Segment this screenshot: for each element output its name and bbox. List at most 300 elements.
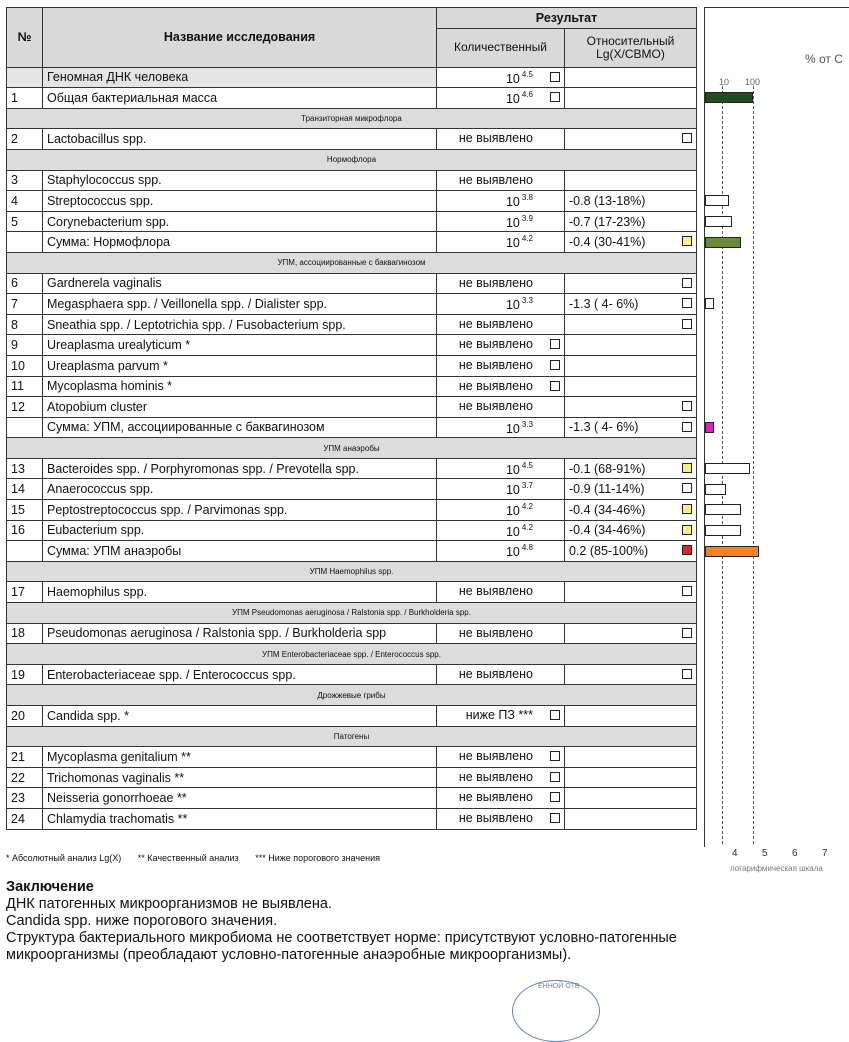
relative-value: -1.3 ( 4- 6%) [569,296,639,311]
table-row [7,458,697,479]
row-relative [565,767,697,788]
row-name: Ureaplasma urealyticum * [43,335,437,356]
chart-bar [705,463,750,474]
table-row [7,376,697,397]
col-rel-header [565,28,697,67]
quant-value [437,543,533,559]
row-name: Общая бактериальная масса [43,88,437,109]
footnote-3: *** Ниже порогового значения [255,853,380,863]
row-quant [437,294,565,315]
relative-value: -0.4 (34-46%) [569,502,646,517]
section-label: Патогены [7,726,697,747]
table-row [7,67,697,88]
row-number: 11 [7,376,43,397]
row-number: 1 [7,88,43,109]
row-number: 13 [7,458,43,479]
row-relative [565,520,697,541]
table-row [7,500,697,521]
footnote-1: * Абсолютный анализ Lg(X) [6,853,122,863]
quant-base: 10 [505,462,520,477]
quant-exponent: 3.9 [521,213,533,223]
stamp-text: ЕННОЙ ОТВ [538,983,580,990]
relative-indicator [682,236,692,246]
relative-indicator [682,463,692,473]
table-row [7,788,697,809]
relative-value: -0.4 (30-41%) [569,235,646,250]
top-tick-100: 100 [745,77,761,87]
row-relative [565,211,697,232]
row-relative [565,458,697,479]
table-row [7,747,697,768]
quant-value [437,276,533,290]
section-label: УПМ, ассоциированные с баквагинозом [7,252,697,273]
quant-exponent: 4.8 [521,543,533,553]
row-relative [565,88,697,109]
table-row [7,767,697,788]
section-row [7,438,697,459]
table-row [7,170,697,191]
row-relative [565,355,697,376]
quant-checkbox [550,751,560,761]
row-number: 6 [7,273,43,294]
row-number: 8 [7,314,43,335]
quant-value [437,770,533,784]
row-quant [437,664,565,685]
row-number: 2 [7,129,43,150]
section-label: УПМ Haemophilus spp. [7,561,697,582]
row-number: 22 [7,767,43,788]
quant-base: не выявлено [458,399,533,414]
row-relative [565,314,697,335]
quant-base: 10 [505,92,520,107]
top-tick-10: 10 [719,77,730,87]
row-quant [437,479,565,500]
table-row [7,355,697,376]
row-quant [437,88,565,109]
row-name: Peptostreptococcus spp. / Parvimonas spp. [43,500,437,521]
row-relative [565,479,697,500]
row-number: 12 [7,397,43,418]
relative-value: -1.3 ( 4- 6%) [569,420,639,435]
bottom-tick-6: 6 [792,848,798,859]
row-relative [565,808,697,829]
row-relative [565,706,697,727]
chart-bar [705,216,732,227]
row-relative [565,582,697,603]
quant-checkbox [550,360,560,370]
footnote-2: ** Качественный анализ [137,853,239,863]
row-quant [437,129,565,150]
row-quant [437,808,565,829]
section-row [7,149,697,170]
section-label: УПМ Pseudomonas aeruginosa / Ralstonia spp. / Burkholderia spp. [7,603,697,624]
section-row [7,252,697,273]
table-row [7,397,697,418]
row-name: Mycoplasma genitalium ** [43,747,437,768]
quant-value [437,626,533,640]
quant-base: не выявлено [458,357,533,372]
row-name: Corynebacterium spp. [43,211,437,232]
row-name: Chlamydia trachomatis ** [43,808,437,829]
row-quant [437,170,565,191]
row-name: Ureaplasma parvum * [43,355,437,376]
row-number: 21 [7,747,43,768]
row-number: 19 [7,664,43,685]
row-number: 20 [7,706,43,727]
quant-exponent: 4.6 [521,90,533,100]
table-row [7,191,697,212]
chart-bar [705,298,714,309]
section-row [7,685,697,706]
row-number: 24 [7,808,43,829]
quant-exponent: 3.8 [521,193,533,203]
quant-base: 10 [505,195,520,210]
relative-value: -0.7 (17-23%) [569,214,646,229]
row-name: Trichomonas vaginalis ** [43,767,437,788]
quant-base: 10 [505,236,520,251]
row-quant [437,314,565,335]
quant-exponent: 4.5 [521,69,533,79]
row-number [7,232,43,253]
table-row [7,88,697,109]
relative-indicator [682,483,692,493]
quant-exponent: 4.5 [521,460,533,470]
row-name: Staphylococcus spp. [43,170,437,191]
row-name: Gardnerela vaginalis [43,273,437,294]
quant-value [437,337,533,351]
table-row [7,623,697,644]
section-label: Нормофлора [7,149,697,170]
quant-base: 10 [505,483,520,498]
table-row [7,479,697,500]
quant-base: не выявлено [458,749,533,764]
chart-bar [705,546,759,557]
row-quant [437,335,565,356]
quant-value [437,90,533,106]
quant-value [437,317,533,331]
quant-checkbox [550,92,560,102]
relative-indicator [682,669,692,679]
quant-value [437,296,533,312]
row-number: 3 [7,170,43,191]
row-name: Megasphaera spp. / Veillonella spp. / Dialister spp. [43,294,437,315]
quant-checkbox [550,339,560,349]
quant-base: не выявлено [458,666,533,681]
row-relative [565,397,697,418]
row-relative [565,232,697,253]
quant-value [437,173,533,187]
quant-checkbox [550,381,560,391]
quant-checkbox [550,710,560,720]
relative-indicator [682,422,692,432]
quant-checkbox [550,792,560,802]
row-quant [437,520,565,541]
col-number-header: № [7,8,43,68]
quant-base: не выявлено [458,275,533,290]
row-name: Enterobacteriaceae spp. / Enterococcus spp. [43,664,437,685]
conclusion-line-3: Структура бактериального микробиома не соответствует норме: присутствуют условно-патогенные [6,930,677,946]
row-name: Haemophilus spp. [43,582,437,603]
quant-base: не выявлено [458,584,533,599]
row-number: 9 [7,335,43,356]
row-name: Atopobium cluster [43,397,437,418]
conclusion [6,879,677,964]
quant-base: не выявлено [458,810,533,825]
section-row [7,561,697,582]
row-name: Bacteroides spp. / Porphyromonas spp. / Prevotella spp. [43,458,437,479]
row-name: Anaerococcus spp. [43,479,437,500]
row-name: Pseudomonas aeruginosa / Ralstonia spp. / Burkholderia spp [43,623,437,644]
chart-title: % от С [805,52,843,66]
relative-indicator [682,401,692,411]
row-name: Lactobacillus spp. [43,129,437,150]
row-quant [437,232,565,253]
quant-value [437,790,533,804]
quant-value [437,193,533,209]
quant-base: 10 [505,524,520,539]
chart-bar [705,195,729,206]
quant-exponent: 3.7 [521,481,533,491]
row-quant [437,211,565,232]
conclusion-line-4: микроорганизмы (преобладают условно-патогенные анаэробные микроорганизмы). [6,947,572,963]
section-row [7,108,697,129]
row-quant [437,706,565,727]
quant-base: не выявлено [458,769,533,784]
row-quant [437,582,565,603]
relative-value: 0.2 (85-100%) [569,544,649,559]
row-number: 23 [7,788,43,809]
chart-bar [705,237,741,248]
row-number [7,541,43,562]
quant-checkbox [550,772,560,782]
chart-bar [705,484,726,495]
row-relative [565,67,697,88]
row-quant [437,458,565,479]
quant-value [437,523,533,539]
row-name: Mycoplasma hominis * [43,376,437,397]
chart-bar [705,504,741,515]
row-relative [565,294,697,315]
row-quant [437,273,565,294]
relative-indicator [682,628,692,638]
quant-value [437,811,533,825]
row-quant [437,747,565,768]
footnotes [6,853,394,863]
row-relative [565,273,697,294]
col-rel-line1: Относительный [586,33,675,48]
quant-value [437,399,533,413]
quant-base: 10 [505,71,520,86]
row-quant [437,623,565,644]
row-name: Сумма: УПМ анаэробы [43,541,437,562]
table-row [7,417,697,438]
quant-base: не выявлено [458,790,533,805]
chart-bar [705,525,741,536]
results-table [6,7,697,830]
row-quant [437,541,565,562]
row-quant [437,788,565,809]
row-number: 16 [7,520,43,541]
quant-value [437,461,533,477]
row-relative [565,376,697,397]
quant-exponent: 4.2 [521,522,533,532]
table-row [7,335,697,356]
quant-base: ниже ПЗ *** [465,708,533,722]
chart-bar [705,422,714,433]
table-row [7,129,697,150]
quant-value [437,131,533,145]
row-quant [437,397,565,418]
table-row [7,273,697,294]
relative-indicator [682,504,692,514]
gridline-100 [753,86,754,844]
quant-base: 10 [505,545,520,560]
quant-value [437,481,533,497]
quant-value [437,749,533,763]
row-relative [565,417,697,438]
row-quant [437,500,565,521]
row-relative [565,335,697,356]
col-result-header: Результат [437,8,697,29]
quant-checkbox [550,72,560,82]
section-row [7,726,697,747]
table-row [7,314,697,335]
table-row [7,211,697,232]
section-label: УПМ Enterobacteriaceae spp. / Enterococcus spp. [7,644,697,665]
section-row [7,644,697,665]
bottom-tick-5: 5 [762,848,768,859]
chart-panel [704,7,849,847]
relative-indicator [682,319,692,329]
row-name: Neisseria gonorrhoeae ** [43,788,437,809]
quant-exponent: 3.3 [521,296,533,306]
col-rel-line2: Lg(X/СВМО) [596,46,665,61]
table-row [7,520,697,541]
row-number [7,417,43,438]
row-name: Sneathia spp. / Leptotrichia spp. / Fusobacterium spp. [43,314,437,335]
conclusion-line-2: Candida spp. ниже порогового значения. [6,913,278,929]
col-name-header: Название исследования [43,8,437,68]
quant-value [437,379,533,393]
quant-exponent: 3.3 [521,419,533,429]
table-row [7,706,697,727]
section-label: Дрожжевые грибы [7,685,697,706]
quant-base: не выявлено [458,378,533,393]
row-number: 18 [7,623,43,644]
relative-value: -0.9 (11-14%) [569,482,645,497]
quant-base: не выявлено [458,172,533,187]
row-number: 5 [7,211,43,232]
row-quant [437,355,565,376]
section-row [7,603,697,624]
quant-base: 10 [505,215,520,230]
relative-indicator [682,525,692,535]
row-relative [565,788,697,809]
row-name: Геномная ДНК человека [43,67,437,88]
row-relative [565,170,697,191]
row-quant [437,191,565,212]
row-name: Eubacterium spp. [43,520,437,541]
quant-exponent: 4.2 [521,502,533,512]
chart-bar [705,92,753,103]
row-number: 10 [7,355,43,376]
quant-base: 10 [505,504,520,519]
row-name: Сумма: УПМ, ассоциированные с баквагинозом [43,417,437,438]
relative-indicator [682,545,692,555]
conclusion-heading: Заключение [6,879,94,895]
row-relative [565,129,697,150]
row-relative [565,191,697,212]
col-quant-header: Количественный [437,28,565,67]
row-quant [437,376,565,397]
table-row [7,582,697,603]
bottom-tick-4: 4 [732,848,738,859]
quant-value [437,708,533,722]
row-number: 17 [7,582,43,603]
quant-value [437,420,533,436]
row-name: Streptococcus spp. [43,191,437,212]
relative-value: -0.1 (68-91%) [569,461,646,476]
row-relative [565,500,697,521]
bottom-tick-7: 7 [822,848,828,859]
relative-value: -0.8 (13-18%) [569,193,646,208]
row-number: 4 [7,191,43,212]
row-name: Candida spp. * [43,706,437,727]
axis-label: логарифмическая шкала [730,864,823,873]
table-row [7,294,697,315]
section-label: Транзиторная микрофлора [7,108,697,129]
conclusion-line-1: ДНК патогенных микроорганизмов не выявлена. [6,896,332,912]
row-name: Сумма: Нормофлора [43,232,437,253]
quant-value [437,70,533,86]
table-row [7,541,697,562]
quant-exponent: 4.2 [521,234,533,244]
row-number: 15 [7,500,43,521]
quant-value [437,667,533,681]
row-relative [565,541,697,562]
row-relative [565,747,697,768]
relative-indicator [682,133,692,143]
row-quant [437,417,565,438]
quant-base: не выявлено [458,337,533,352]
row-number: 14 [7,479,43,500]
row-number [7,67,43,88]
row-relative [565,623,697,644]
row-quant [437,67,565,88]
quant-checkbox [550,813,560,823]
table-row [7,808,697,829]
quant-base: не выявлено [458,131,533,146]
quant-value [437,358,533,372]
row-relative [565,664,697,685]
table-row [7,664,697,685]
row-number: 7 [7,294,43,315]
quant-base: 10 [505,421,520,436]
relative-indicator [682,586,692,596]
quant-base: 10 [505,298,520,313]
quant-value [437,584,533,598]
section-label: УПМ анаэробы [7,438,697,459]
quant-base: не выявлено [458,316,533,331]
row-quant [437,767,565,788]
relative-value: -0.4 (34-46%) [569,523,646,538]
table-row [7,232,697,253]
quant-value [437,502,533,518]
relative-indicator [682,278,692,288]
quant-value [437,214,533,230]
relative-indicator [682,298,692,308]
quant-value [437,234,533,250]
